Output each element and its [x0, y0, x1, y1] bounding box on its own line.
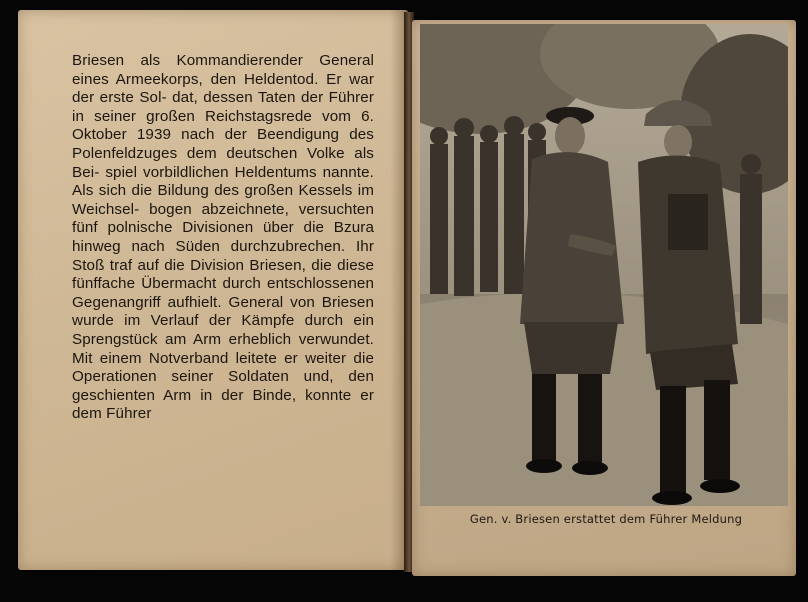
historical-photograph: [420, 24, 788, 506]
photo-caption: Gen. v. Briesen erstattet dem Führer Meldung: [469, 512, 743, 526]
body-text: Briesen als Kommandierender General eines Armeekorps, den Heldentod. Er war der erste Sol- dat, dessen Taten der Führer in seiner großen Reichstagsrede vom 6. Oktober 1939 nach der Beendigung des Polenfeldzuges dem deutschen Volke als Bei- spiel vorbildlichen Heldentums nannte. Als sich die Bildung des großen Kessels im Weichsel- bogen abzeichnete, versuchten fünf polnische Divisionen über die Bzura hinweg nach Süden durchzubrechen. Ihr Stoß traf auf die Division Briesen, die diese fünffache Übermacht durch entschlossenen Gegenangriff aufhielt. General von Briesen wurde im Verlauf der Kämpfe durch ein Sprengstück am Arm erheblich verwundet. Mit einem Notverband leitete er weiter die Operationen seiner Soldaten und, den geschienten Arm in der Binde, konnte er dem Führer: [72, 52, 374, 423]
